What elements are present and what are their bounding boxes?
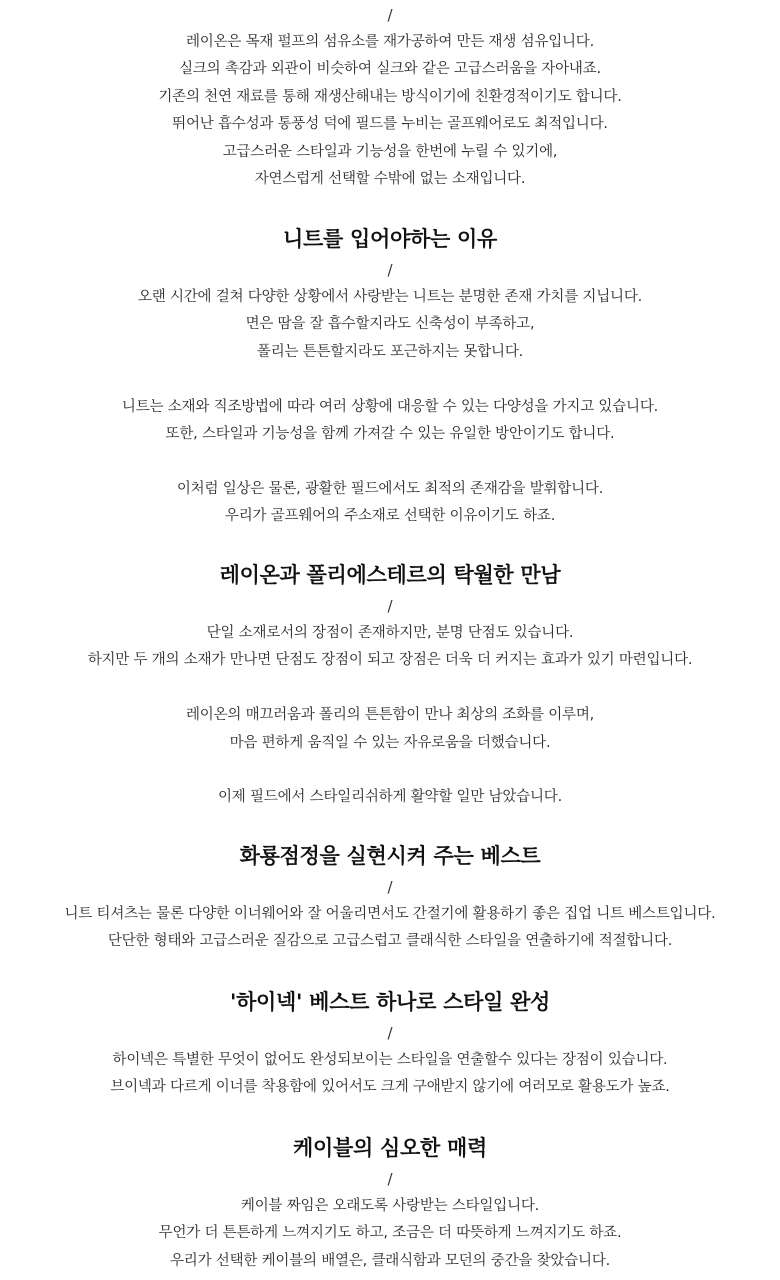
paragraph-line: 면은 땀을 잘 흡수할지라도 신축성이 부족하고, bbox=[245, 316, 535, 333]
paragraph-line: 니트 티셔츠는 물론 다양한 이너웨어와 잘 어울리면서도 간절기에 활용하기 좋은 집업 니트 베스트입니다. bbox=[64, 906, 716, 922]
paragraph-line: 실크의 촉감과 외관이 비슷하여 실크와 같은 고급스러움을 자아내죠. bbox=[179, 61, 601, 78]
section-rayon-intro bbox=[0, 2, 780, 193]
paragraph-line: 무언가 더 튼튼하게 느껴지기도 하고, 조금은 더 따뜻하게 느껴지기도 하죠. bbox=[158, 1225, 622, 1242]
section-highneck-vest bbox=[0, 984, 780, 1102]
section-divider-slash: / bbox=[387, 878, 393, 896]
section-divider-slash: / bbox=[387, 261, 393, 279]
paragraph-gap bbox=[0, 366, 780, 393]
paragraph-line: 하이넥은 특별한 무엇이 없어도 완성되보이는 스타일을 연출할수 있다는 장점이 있습니다. bbox=[112, 1052, 668, 1068]
paragraph-line: 마음 편하게 움직일 수 있는 자유로움을 더했습니다. bbox=[229, 734, 551, 751]
paragraph-line: 기존의 천연 재료를 통해 재생산해내는 방식이기에 친환경적이기도 합니다. bbox=[158, 88, 622, 105]
paragraph-line: 레이온은 목재 펄프의 섬유소를 재가공하여 만든 재생 섬유입니다. bbox=[185, 34, 595, 50]
paragraph-line: 케이블 짜임은 오래도록 사랑받는 스타일입니다. bbox=[240, 1198, 540, 1214]
paragraph-line: 하지만 두 개의 소재가 만나면 단점도 장점이 되고 장점은 더욱 더 커지는 효과가 있기 마련입니다. bbox=[87, 652, 693, 669]
paragraph-gap bbox=[0, 757, 780, 784]
paragraph-line: 단일 소재로서의 장점이 존재하지만, 분명 단점도 있습니다. bbox=[206, 625, 574, 641]
section-vest-finishing-touch bbox=[0, 838, 780, 956]
section-heading: 화룡점정을 실현시켜 주는 베스트 bbox=[239, 844, 541, 868]
paragraph-line: 자연스럽게 선택할 수밖에 없는 소재입니다. bbox=[254, 171, 526, 188]
paragraph-line: 또한, 스타일과 기능성을 함께 가져갈 수 있는 유일한 방안이기도 합니다. bbox=[165, 426, 615, 443]
section-rayon-polyester bbox=[0, 557, 780, 812]
paragraph-line: 레이온의 매끄러움과 폴리의 튼튼함이 만나 최상의 조화를 이루며, bbox=[185, 707, 595, 724]
paragraph-line: 단단한 형태와 고급스러운 질감으로 고급스럽고 클래식한 스타일을 연출하기에 적절합니다. bbox=[107, 933, 673, 950]
paragraph-line: 이제 필드에서 스타일리쉬하게 활약할 일만 남았습니다. bbox=[217, 789, 562, 806]
section-divider-slash: / bbox=[387, 597, 393, 615]
section-divider-slash: / bbox=[387, 1170, 393, 1188]
paragraph-gap bbox=[0, 448, 780, 475]
paragraph-line: 폴리는 튼튼할지라도 포근하지는 못합니다. bbox=[256, 343, 524, 360]
paragraph-line: 우리가 골프웨어의 주소재로 선택한 이유이기도 하죠. bbox=[224, 508, 556, 525]
section-divider-slash: / bbox=[387, 1024, 393, 1042]
paragraph-line: 오랜 시간에 걸쳐 다양한 상황에서 사랑받는 니트는 분명한 존재 가치를 지닙니다. bbox=[137, 289, 643, 305]
paragraph-line: 브이넥과 다르게 이너를 착용함에 있어서도 크게 구애받지 않기에 여러모로 활용도가 높죠. bbox=[110, 1079, 670, 1096]
section-cable-knit bbox=[0, 1130, 780, 1275]
section-divider-slash: / bbox=[387, 6, 393, 24]
paragraph-line: 고급스러운 스타일과 기능성을 한번에 누릴 수 있기에, bbox=[222, 143, 558, 160]
section-heading: 케이블의 심오한 매력 bbox=[293, 1136, 487, 1160]
section-heading: 레이온과 폴리에스테르의 탁월한 만남 bbox=[219, 563, 561, 587]
paragraph-line: 니트는 소재와 직조방법에 따라 여러 상황에 대응할 수 있는 다양성을 가지고 있습니다. bbox=[121, 398, 659, 415]
section-heading: 니트를 입어야하는 이유 bbox=[283, 227, 497, 251]
paragraph-line: 뛰어난 흡수성과 통풍성 덕에 필드를 누비는 골프웨어로도 최적입니다. bbox=[172, 116, 608, 133]
paragraph-line: 우리가 선택한 케이블의 배열은, 클래식함과 모던의 중간을 찾았습니다. bbox=[169, 1252, 611, 1269]
section-why-knit bbox=[0, 221, 780, 531]
paragraph-line: 이처럼 일상은 물론, 광활한 필드에서도 최적의 존재감을 발휘합니다. bbox=[176, 480, 604, 497]
paragraph-gap bbox=[0, 675, 780, 702]
section-heading: '하이넥' 베스트 하나로 스타일 완성 bbox=[229, 990, 551, 1014]
